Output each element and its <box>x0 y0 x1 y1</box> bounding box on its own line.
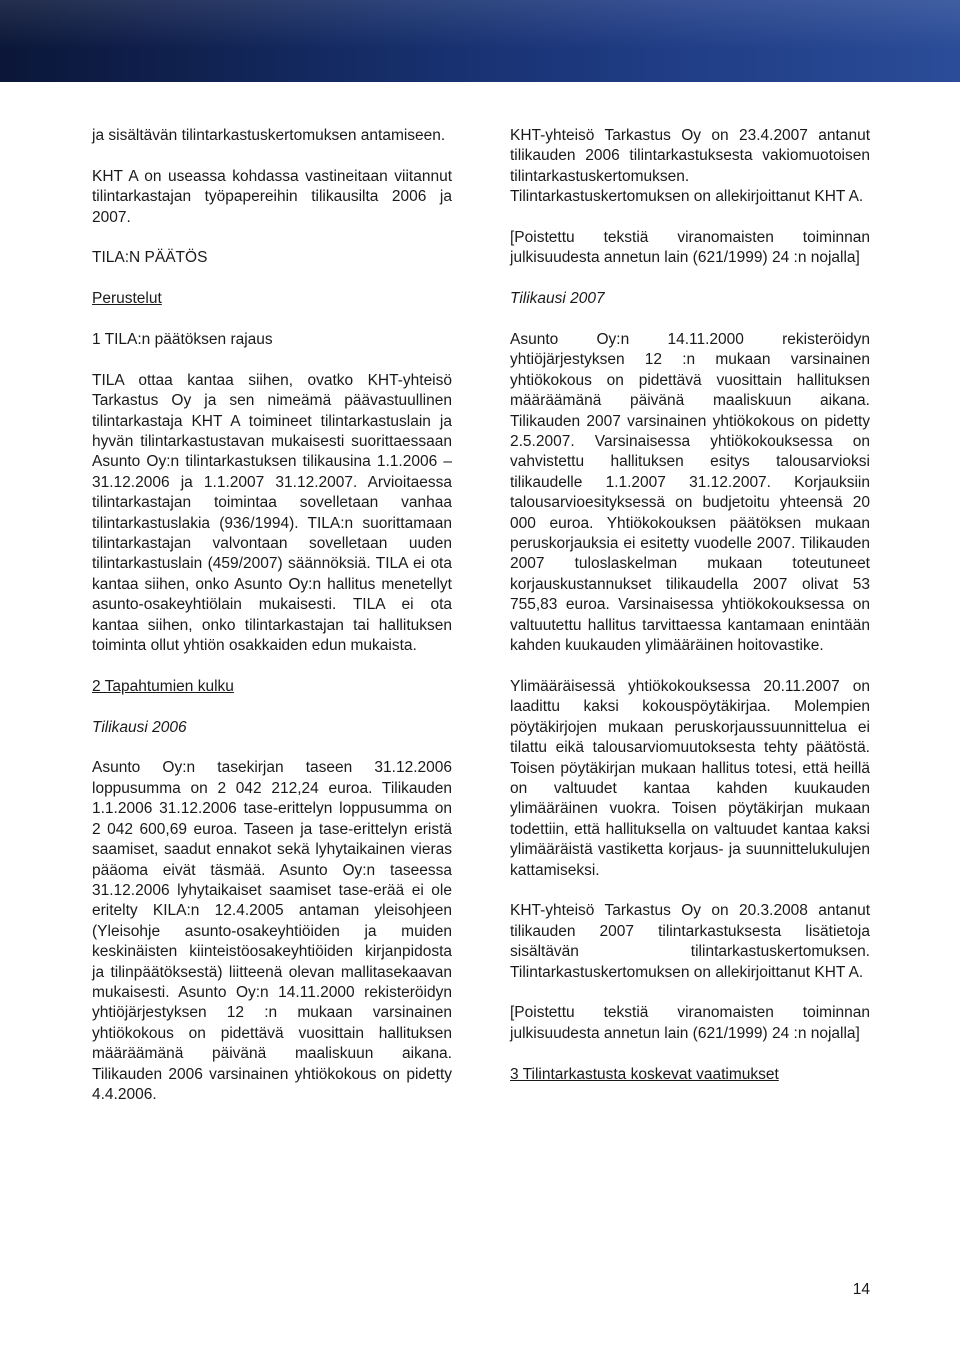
paragraph: KHT-yhteisö Tarkastus Oy on 20.3.2008 antanut tilikauden 2007 tilintarkastuksesta lisätietoja sisältävän tilintarkastuskertomuksen. Tilintarkastuskertomuksen on allekirjoittanut KHT A. <box>510 902 870 981</box>
right-column <box>510 126 870 1105</box>
header-band-shine <box>0 0 960 82</box>
section-heading-1: 1 TILA:n päätöksen rajaus <box>92 331 273 348</box>
paragraph: KHT-yhteisö Tarkastus Oy on 23.4.2007 antanut tilikauden 2006 tilintarkastuksesta vakiomuotoisen tilintarkastuskertomuksen. Tilintarkastuskertomuksen on allekirjoittanut KHT A. <box>510 127 870 206</box>
subheading-2007: Tilikausi 2007 <box>510 290 605 308</box>
paragraph: Asunto Oy:n 14.11.2000 rekisteröidyn yhtiöjärjestyksen 12 :n mukaan varsinainen yhtiökokous on pidettävä vuosittain hallituksen määräämänä päivänä maaliskuun aikana. Tilikauden 2007 varsinainen yhtiökokous on pidetty 2.5.2007. Varsinaisessa yhtiökokouksessa on vahvistettu hallituksen esitys talousarvioksi tilikaudelle 1.1.2007 31.12.2007. Korjauksiin talousarvioesityksessä on budjetoitu yhteensä 20 000 euroa. Yhtiökokouksen päätöksen mukaan peruskorjauksia ei esitetty vuodelle 2007. Tilikauden 2007 tuloslaskelman mukaan toteutuneet korjauskustannukset tilikaudella 2007 olivat 53 755,83 euroa. Varsinaisessa yhtiökokouksessa on valtuutettu hallitus tarvittaessa kantamaan enintään kahden kuukauden ylimääräinen hoitovastike. <box>510 331 870 655</box>
redaction-note: [Poistettu tekstiä viranomaisten toiminnan julkisuudesta annetun lain (621/1999) 24 :n nojalla] <box>510 229 870 267</box>
subheading-2006: Tilikausi 2006 <box>92 718 187 736</box>
section-heading-3: 3 Tilintarkastusta koskevat vaatimukset <box>510 1065 779 1083</box>
paragraph: Ylimääräisessä yhtiökokouksessa 20.11.2007 on laadittu kaksi kokouspöytäkirjaa. Molempien pöytäkirjojen mukaan peruskorjaussuunnittelua ei tilattu eikä talousarviomuutoksesta tehty päätöstä. Toisen pöytäkirjan mukaan hallitus totesi, että heillä on valtuudet kantaa kahden kuukauden ylimääräinen vuokra. Toisen pöytäkirjan mukaan todettiin, että hallituksella on valtuudet kantaa kaksi ylimääräistä vastiketta korjaus- ja suunnittelukulujen kattamiseksi. <box>510 677 870 879</box>
section-heading-decision: TILA:N PÄÄTÖS <box>92 249 208 267</box>
paragraph: KHT A on useassa kohdassa vastineitaan viitannut tilintarkastajan työpapereihin tilikausilta 2006 ja 2007. <box>92 167 452 226</box>
paragraph: Asunto Oy:n tasekirjan taseen 31.12.2006 loppusumma on 2 042 212,24 euroa. Tilikauden 1.1.2006 31.12.2006 tase-erittelyn loppusumma on 2 042 600,69 euroa. Taseen ja tase-erittelyn eristä saamiset, saadut ennakot sekä lyhytaikainen vieras pääoma eivät täsmää. Asunto Oy:n taseessa 31.12.2006 lyhytaikaiset saamiset tase-erää ei ole eritelty KILA:n 12.4.2005 antaman yleisohjeen (Yleisohje asunto-osakeyhtiöiden ja muiden keskinäisten kiinteistöosakeyhtiöiden kirjanpidosta ja tilinpäätöksestä) liitteenä olevan mallitasekaavan mukaisesti. Asunto Oy:n 14.11.2000 rekisteröidyn yhtiöjärjestyksen 12 :n mukaan varsinainen yhtiökokous on pidettävä vuosittain hallituksen määräämänä päivänä maaliskuun aikana. Tilikauden 2006 varsinainen yhtiökokous on pidetty 4.4.2006. <box>92 759 452 1103</box>
page-number: 14 <box>852 1281 870 1298</box>
paragraph: ja sisältävän tilintarkastuskertomuksen antamiseen. <box>92 127 446 144</box>
section-heading-2: 2 Tapahtumien kulku <box>92 677 234 695</box>
section-heading-reasons: Perustelut <box>92 290 162 308</box>
paragraph: TILA ottaa kantaa siihen, ovatko KHT-yhteisö Tarkastus Oy ja sen nimeämä päävastuullinen tilintarkastaja KHT A toimineet tilintarkastuslain ja hyvän tilintarkastustavan mukaisesti suorittaessaan Asunto Oy:n tilintarkastuksen tilikausina 1.1.2006 – 31.12.2006 ja 1.1.2007 31.12.2007. Arvioitaessa tilintarkastajan toimintaa sovelletaan vanhaa tilintarkastuslakia (936/1994). TILA:n suorittamaan tilintarkastajan valvontaan sovelletaan uuden tilintarkastuslain (459/2007) säännöksiä. TILA ei ota kantaa siihen, onko Asunto Oy:n hallitus menetellyt asunto-osakeyhtiölain mukaisesti. TILA ei ota kantaa siihen, onko tilintarkastajan tai hallituksen toiminta ollut yhtiön osakkaiden edun mukaista. <box>92 371 452 655</box>
header-band <box>0 0 960 82</box>
redaction-note: [Poistettu tekstiä viranomaisten toiminnan julkisuudesta annetun lain (621/1999) 24 :n nojalla] <box>510 1004 870 1042</box>
left-column <box>92 126 452 1105</box>
